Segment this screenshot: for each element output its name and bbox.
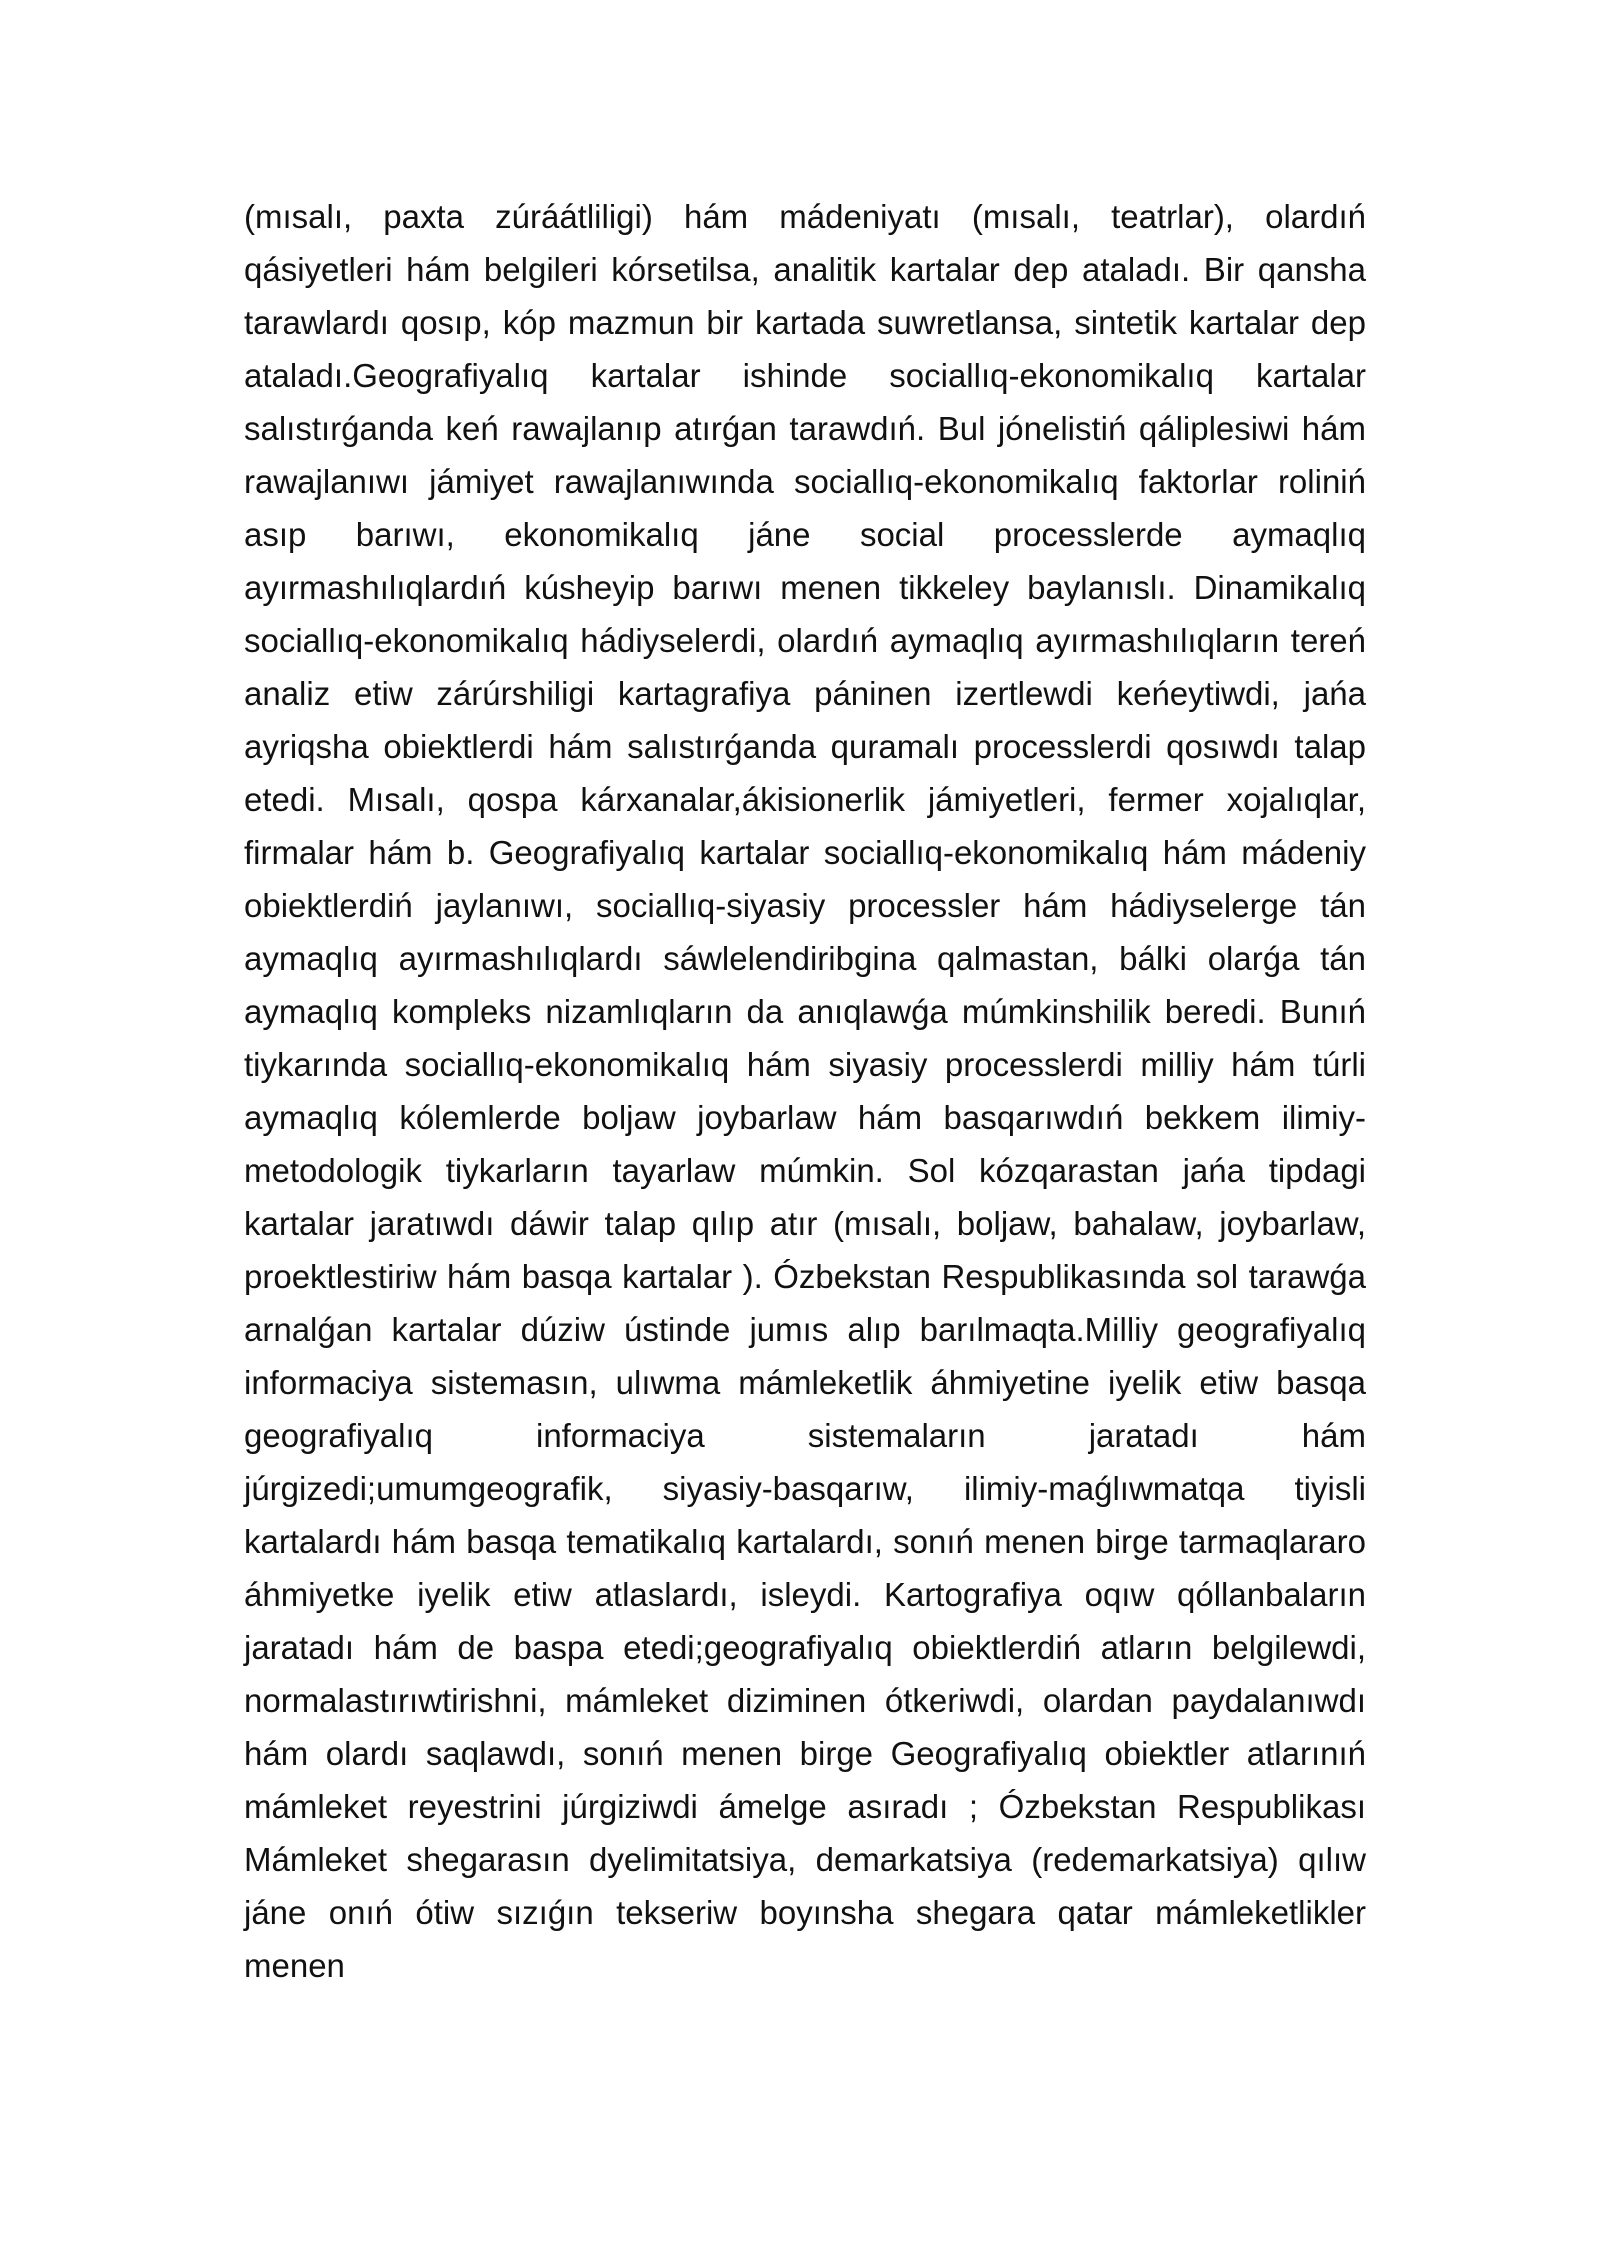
body-paragraph: (mısalı, paxta zúráátliligi) hám mádeniyatı (mısalı, teatrlar), olardıń qásiyetleri hám belgileri kórsetilsa, analitik kartalar dep ataladı. Bir qansha tarawlardı qosıp, kóp mazmun bir kartada suwretlansa, sintetik kartalar dep ataladı.Geografiyalıq kartalar ishinde sociallıq-ekonomikalıq kartalar salıstırǵanda keń rawajlanıp atırǵan tarawdıń. Bul jónelistiń qáliplesiwi hám rawajlanıwı jámiyet rawajlanıwında sociallıq-ekonomikalıq faktorlar roliniń asıp barıwı, ekonomikalıq jáne social processlerde aymaqlıq ayırmashılıqlardıń kúsheyip barıwı menen tikkeley baylanıslı. Dinamikalıq sociallıq-ekonomikalıq hádiyselerdi, olardıń aymaqlıq ayırmashılıqların tereń analiz etiw zárúrshiligi kartagrafiya páninen izertlewdi keńeytiwdi, jańa ayriqsha obiektlerdi hám salıstırǵanda quramalı processlerdi qosıwdı talap etedi. Mısalı, qospa kárxanalar,ákisionerlik jámiyetleri, fermer xojalıqlar, firmalar hám b. Geografiyalıq kartalar sociallıq-ekonomikalıq hám mádeniy obiektlerdiń jaylanıwı, sociallıq-siyasiy processler hám hádiyselerge tán aymaqlıq ayırmashılıqlardı sáwlelendiribgina qalmastan, bálki olarǵa tán aymaqlıq kompleks nizamlıqların da anıqlawǵa múmkinshilik beredi. Bunıń tiykarında sociallıq-ekonomikalıq hám siyasiy processlerdi milliy hám túrli aymaqlıq kólemlerde boljaw joybarlaw hám basqarıwdıń bekkem ilimiy-metodologik tiykarların tayarlaw múmkin. Sol kózqarastan jańa tipdagi kartalar jaratıwdı dáwir talap qılıp atır (mısalı, boljaw, bahalaw, joybarlaw, proektlestiriw hám basqa kartalar ). Ózbekstan Respublikasında sol tarawǵa arnalǵan kartalar dúziw ústinde jumıs alıp barılmaqta.Milliy geografiyalıq informaciya sistemasın, ulıwma mámleketlik áhmiyetine iyelik etiw basqa geografiyalıq informaciya sistemaların jaratadı hám júrgizedi;umumgeografik, siyasiy-basqarıw, ilimiy-maǵlıwmatqa tiyisli kartalardı hám basqa tematikalıq kartalardı, sonıń menen birge tarmaqlararo áhmiyetke iyelik etiw atlaslardı, isleydi. Kartografiya oqıw qóllanbaların jaratadı hám de baspa etedi;geografiyalıq obiektlerdiń atların belgilewdi, normalastırıwtirishni, mámleket diziminen ótkeriwdi, olardan paydalanıwdı hám olardı saqlawdı, sonıń menen birge Geografiyalıq obiektler atlarınıń mámleket reyestrini júrgiziwdi ámelge asıradı ; Ózbekstan Respublikası Mámleket shegarasın dyelimitatsiya, demarkatsiya (redemarkatsiya) qılıw jáne onıń ótiw sızıǵın tekseriw boyınsha shegara qatar mámleketlikler menen [244, 198, 1366, 1984]
